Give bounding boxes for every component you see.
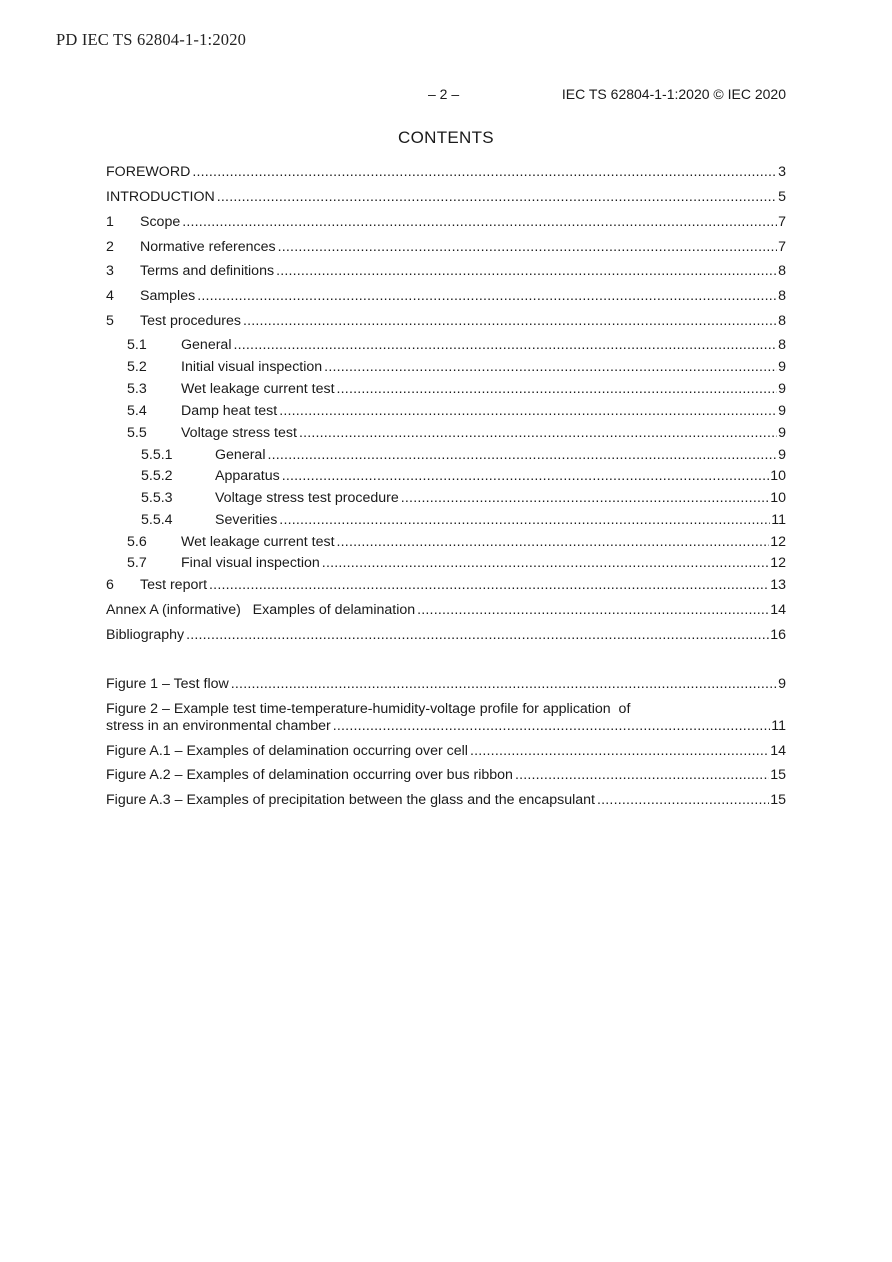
figure-entry-2-first-line[interactable]: Figure 2 – Example test time-temperature-humidity-voltage profile for application of (106, 701, 631, 717)
toc-entry-number: 5 (106, 313, 114, 329)
toc-entry-page: 9 (778, 381, 786, 397)
toc-entry-number: 5.5.4 (141, 512, 173, 528)
toc-leader (279, 512, 770, 529)
figure-entry-page: 14 (770, 743, 786, 759)
toc-entry-page: 5 (778, 189, 786, 205)
toc-entry-5-5-1-general[interactable] (141, 447, 786, 464)
toc-entry-page: 13 (770, 577, 786, 593)
toc-entry-title: Voltage stress test procedure (215, 490, 399, 506)
toc-leader (299, 425, 777, 442)
toc-entry-page: 7 (778, 214, 786, 230)
figure-entry-title: Figure 1 – Test flow (106, 676, 229, 692)
toc-leader (333, 718, 771, 735)
toc-leader (267, 447, 777, 464)
figure-entry-2[interactable] (106, 718, 786, 735)
toc-entry-title: Wet leakage current test (181, 534, 335, 550)
toc-leader (278, 239, 777, 256)
toc-entry-number: 5.5.1 (141, 447, 173, 463)
toc-entry-introduction[interactable] (106, 189, 786, 206)
toc-leader (515, 767, 769, 784)
figure-entry-title: Figure A.2 – Examples of delamination occurring over bus ribbon (106, 767, 513, 783)
toc-entry-title: Samples (140, 288, 196, 304)
toc-entry-title: Terms and definitions (140, 263, 275, 279)
toc-entry-page: 10 (770, 490, 786, 506)
toc-leader (217, 189, 777, 206)
figure-entry-page: 11 (771, 718, 786, 734)
toc-entry-number: 5.6 (127, 534, 147, 550)
toc-entry-page: 8 (778, 337, 786, 353)
toc-leader (233, 337, 777, 354)
toc-leader (337, 381, 778, 398)
toc-entry-title: Test report (140, 577, 208, 593)
toc-entry-test-report[interactable] (106, 577, 786, 594)
toc-entry-5-6-wet-leakage-current-test[interactable] (127, 534, 786, 551)
toc-leader (417, 602, 769, 619)
toc-entry-normative-references[interactable] (106, 239, 786, 256)
toc-entry-title: Severities (215, 512, 278, 528)
toc-entry-title: Wet leakage current test (181, 381, 335, 397)
toc-leader (192, 164, 777, 181)
toc-entry-number: 5.3 (127, 381, 147, 397)
toc-entry-page: 16 (770, 627, 786, 643)
page-number: – 2 – (428, 86, 460, 102)
toc-leader (182, 214, 777, 231)
toc-entry-test-procedures[interactable] (106, 313, 786, 330)
toc-entry-annex-a[interactable] (106, 602, 786, 619)
toc-entry-5-5-3-voltage-stress-test-procedure[interactable] (141, 490, 786, 507)
toc-entry-title: Scope (140, 214, 181, 230)
toc-entry-page: 3 (778, 164, 786, 180)
toc-entry-page: 9 (778, 403, 786, 419)
toc-leader (231, 676, 777, 693)
toc-entry-5-2-initial-visual-inspection[interactable] (127, 359, 786, 376)
toc-entry-title: Annex A (informative) Examples of delamination (106, 602, 416, 618)
figure-entry-a2[interactable] (106, 767, 786, 784)
toc-entry-title: Test procedures (140, 313, 241, 329)
toc-entry-number: 5.5.2 (141, 468, 173, 484)
toc-entry-number: 5.7 (127, 555, 147, 571)
toc-entry-5-3-wet-leakage-current-test[interactable] (127, 381, 786, 398)
toc-entry-page: 12 (770, 534, 786, 550)
document-id: PD IEC TS 62804-1-1:2020 (56, 30, 247, 49)
toc-leader (197, 288, 777, 305)
toc-entry-number: 5.5.3 (141, 490, 173, 506)
toc-entry-page: 8 (778, 263, 786, 279)
toc-entry-page: 11 (771, 512, 786, 528)
toc-entry-5-7-final-visual-inspection[interactable] (127, 555, 786, 572)
toc-entry-title: INTRODUCTION (106, 189, 215, 205)
toc-entry-page: 9 (778, 425, 786, 441)
toc-leader (186, 627, 769, 644)
toc-entry-scope[interactable] (106, 214, 786, 231)
figure-entry-title: stress in an environmental chamber (106, 718, 331, 734)
toc-entry-page: 8 (778, 288, 786, 304)
toc-entry-page: 10 (770, 468, 786, 484)
toc-entry-title: General (181, 337, 232, 353)
figure-entry-page: 15 (770, 792, 786, 808)
toc-leader (282, 468, 770, 485)
toc-entry-page: 14 (770, 602, 786, 618)
toc-entry-title: Damp heat test (181, 403, 278, 419)
toc-leader (209, 577, 769, 594)
toc-entry-page: 9 (778, 359, 786, 375)
toc-entry-page: 12 (770, 555, 786, 571)
standard-reference: IEC TS 62804-1-1:2020 © IEC 2020 (561, 86, 786, 102)
toc-leader (470, 743, 769, 760)
toc-entry-number: 1 (106, 214, 114, 230)
toc-leader (324, 359, 777, 376)
figure-entry-page: 9 (778, 676, 786, 692)
toc-entry-number: 5.5 (127, 425, 147, 441)
toc-entry-title: Bibliography (106, 627, 185, 643)
toc-entry-5-1-general[interactable] (127, 337, 786, 354)
toc-entry-number: 5.1 (127, 337, 147, 353)
toc-entry-page: 8 (778, 313, 786, 329)
toc-leader (597, 792, 769, 809)
toc-entry-page: 9 (778, 447, 786, 463)
toc-entry-5-5-voltage-stress-test[interactable] (127, 425, 786, 442)
toc-leader (279, 403, 777, 420)
toc-entry-title: General (215, 447, 266, 463)
toc-entry-foreword[interactable] (106, 164, 786, 181)
toc-leader (337, 534, 770, 551)
toc-entry-number: 3 (106, 263, 114, 279)
figure-entry-a3[interactable] (106, 792, 786, 809)
toc-entry-5-5-4-severities[interactable] (141, 512, 786, 529)
toc-entry-bibliography[interactable] (106, 627, 786, 644)
toc-entry-number: 5.4 (127, 403, 147, 419)
toc-entry-page: 7 (778, 239, 786, 255)
toc-entry-number: 5.2 (127, 359, 147, 375)
toc-entry-number: 4 (106, 288, 114, 304)
toc-entry-number: 2 (106, 239, 114, 255)
toc-leader (401, 490, 769, 507)
toc-leader (322, 555, 769, 572)
figure-entry-title: Figure A.3 – Examples of precipitation between the glass and the encapsulant (106, 792, 595, 808)
toc-entry-title: FOREWORD (106, 164, 191, 180)
figure-entry-page: 15 (770, 767, 786, 783)
toc-leader (243, 313, 777, 330)
toc-leader (276, 263, 777, 280)
toc-entry-title: Apparatus (215, 468, 280, 484)
toc-entry-terms-and-definitions[interactable] (106, 263, 786, 280)
contents-heading: CONTENTS (398, 128, 494, 147)
toc-entry-title: Final visual inspection (181, 555, 320, 571)
toc-entry-title: Normative references (140, 239, 276, 255)
figure-entry-1[interactable] (106, 676, 786, 693)
toc-entry-5-5-2-apparatus[interactable] (141, 468, 786, 485)
toc-entry-title: Voltage stress test (181, 425, 297, 441)
toc-entry-number: 6 (106, 577, 114, 593)
toc-entry-5-4-damp-heat-test[interactable] (127, 403, 786, 420)
toc-entry-samples[interactable] (106, 288, 786, 305)
figure-entry-a1[interactable] (106, 743, 786, 760)
figure-entry-title: Figure A.1 – Examples of delamination occurring over cell (106, 743, 468, 759)
toc-entry-title: Initial visual inspection (181, 359, 323, 375)
